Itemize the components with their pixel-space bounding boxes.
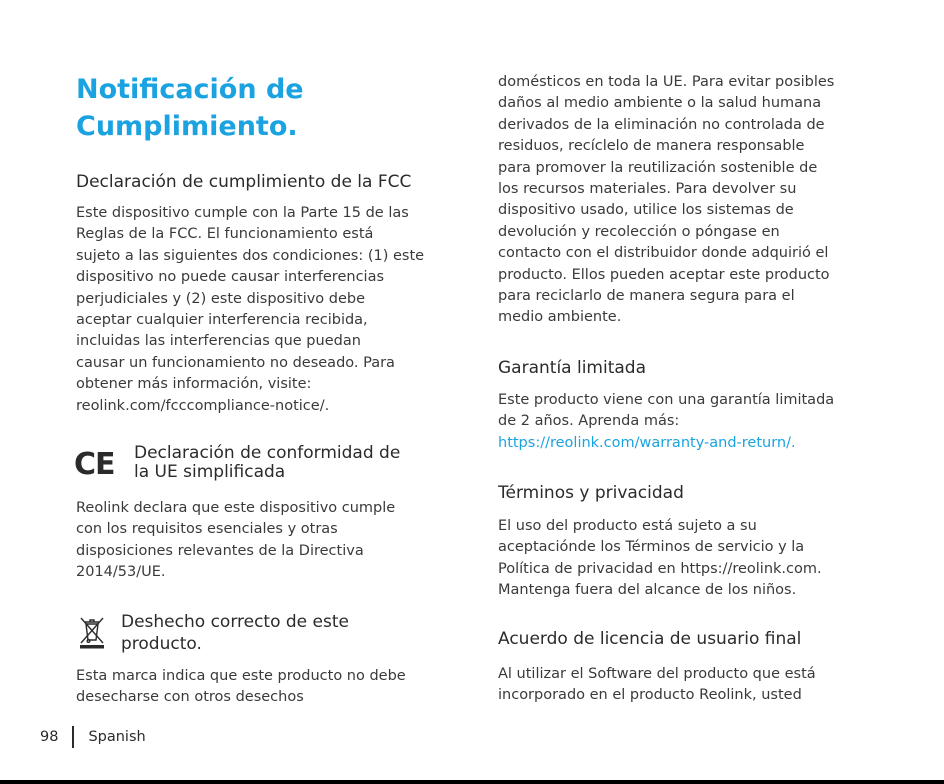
terms-line: Mantenga fuera del alcance de los niños. [498,582,797,599]
eula-line: Al utilizar el Software del producto que está [498,666,816,682]
disposal-line: para reciclarlo de manera segura para el [498,288,795,305]
eu-line: disposiciones relevantes de la Directiva [76,542,364,559]
page-number: 98 [40,729,59,745]
eu-line: con los requisitos esenciales y otras [76,521,338,538]
terms-body [498,516,822,602]
terms-line: aceptaciónde los Términos de servicio y la [498,539,805,556]
warranty-body [498,390,834,454]
disposal-line: dispositivo usado, utilice los sistemas de [498,202,794,219]
disposal-line: producto. Ellos pueden aceptar este producto [498,266,830,283]
eula-body [498,664,816,707]
fcc-line: obtener más información, visite: [76,376,312,393]
fcc-line: dispositivo no puede causar interferencias [76,269,385,286]
fcc-line: incluidas las interferencias que puedan [76,333,361,350]
warranty-link[interactable]: https://reolink.com/warranty-and-return/. [498,434,796,451]
terms-line: El uso del producto está sujeto a su [498,518,757,534]
eu-heading [134,444,400,482]
eu-heading-line: Declaración de conformidad de [134,443,401,463]
disposal-line: medio ambiente. [498,309,622,326]
warranty-line: de 2 años. Aprenda más: [498,413,680,430]
disposal-line: residuos, recíclelo de manera responsable [498,138,805,155]
disposal-line: Esta marca indica que este producto no debe [76,668,406,684]
eula-line: incorporado en el producto Reolink, usted [498,687,802,704]
footer-divider [72,726,74,748]
disposal-heading [121,611,349,655]
terms-heading: Términos y privacidad [498,483,684,503]
disposal-body-continued [498,72,834,329]
eu-heading-line: la UE simplificada [134,462,286,482]
disposal-line: los recursos materiales. Para devolver su [498,181,797,198]
warranty-line: Este producto viene con una garantía limitada [498,392,835,408]
disposal-heading-line: Deshecho correcto de este [121,612,349,632]
fcc-body [76,203,424,417]
fcc-line: Este dispositivo cumple con la Parte 15 de las [76,205,409,221]
warranty-heading: Garantía limitada [498,358,647,378]
footer-language: Spanish [88,729,146,745]
fcc-heading: Declaración de cumplimiento de la FCC [76,172,412,192]
bottom-rule [0,780,944,784]
page-footer [40,725,146,749]
disposal-line: derivados de la eliminación no controlada de [498,116,825,133]
fcc-line: perjudiciales y (2) este dispositivo debe [76,290,366,307]
disposal-line: devolución y recolección o póngase en [498,223,780,240]
eu-body [76,498,395,584]
disposal-heading-line: producto. [121,634,202,654]
disposal-line: contacto con el distribuidor donde adquirió el [498,245,829,262]
disposal-line: para promover la reutilización sostenible de [498,159,818,176]
fcc-line: causar un funcionamiento no deseado. Para [76,354,395,371]
crossed-bin-icon [79,615,105,649]
disposal-line: desecharse con otros desechos [76,689,304,706]
eu-line: Reolink declara que este dispositivo cumple [76,500,396,516]
fcc-line: Reglas de la FCC. El funcionamiento está [76,226,374,243]
terms-line: Política de privacidad en https://reolink.com. [498,560,822,577]
eu-line: 2014/53/UE. [76,564,166,581]
fcc-line: reolink.com/fcccompliance-notice/. [76,397,330,414]
fcc-line: aceptar cualquier interferencia recibida, [76,312,368,329]
disposal-line: domésticos en toda la UE. Para evitar posibles [498,74,835,90]
disposal-line: daños al medio ambiente o la salud humana [498,95,822,112]
fcc-line: sujeto a las siguientes dos condiciones: (1) este [76,247,425,264]
eula-heading: Acuerdo de licencia de usuario final [498,629,802,649]
ce-mark-icon: CE [74,447,115,482]
page-title: Notificación de Cumplimiento. [76,74,304,142]
disposal-body [76,666,406,709]
